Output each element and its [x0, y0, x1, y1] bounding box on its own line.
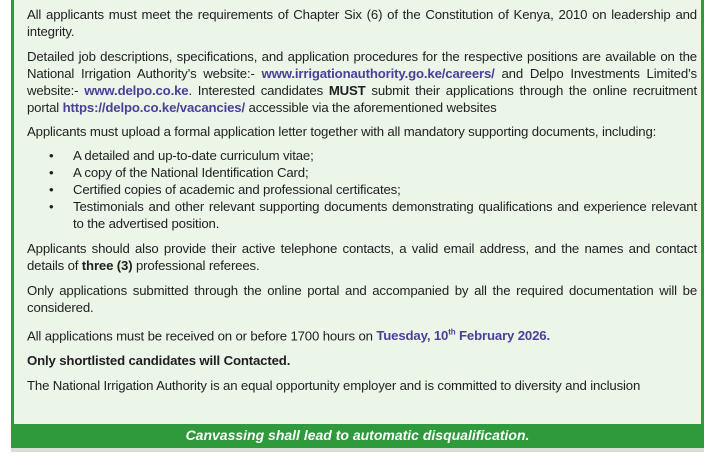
- referees-count: three (3): [81, 257, 133, 273]
- deadline-paragraph: All applications must be received on or before 1700 hours on Tuesday, 10th February 2026.: [27, 327, 550, 343]
- job-details-paragraph: [27, 49, 697, 117]
- job-details-text-3: . Interested candidates: [188, 82, 329, 98]
- list-item: • A detailed and up-to-date curriculum vitae;: [49, 148, 314, 164]
- bullet-icon: •: [49, 182, 54, 198]
- delpo-website-link[interactable]: www.delpo.co.ke: [84, 82, 189, 98]
- documents-intro-paragraph: Applicants must upload a formal application letter together with all mandatory supporting documents, including:: [27, 124, 657, 140]
- list-item: • Certified copies of academic and professional certificates;: [49, 182, 401, 198]
- canvassing-warning-banner: Canvassing shall lead to automatic disqualification.: [11, 424, 704, 448]
- banner-shadow: [11, 448, 704, 452]
- bullet-icon: •: [49, 148, 54, 164]
- online-portal-paragraph: Only applications submitted through the online portal and accompanied by all the required documentation will be considered.: [27, 282, 697, 315]
- list-item: • A copy of the National Identification Card;: [49, 165, 309, 181]
- leadership-requirement-paragraph: All applicants must meet the requirements of Chapter Six (6) of the Constitution of Kenya, 2010 on leadership and integrity.: [27, 7, 697, 39]
- deadline-date: Tuesday, 10th February 2026.: [376, 327, 550, 343]
- must-emphasis: MUST: [328, 82, 366, 98]
- vacancies-portal-link[interactable]: https://delpo.co.ke/vacancies/: [62, 99, 245, 115]
- job-details-text-5: accessible via the aforementioned websites: [245, 99, 497, 115]
- bullet-icon: •: [49, 165, 54, 181]
- job-details-text-2: and Delpo Investments Limited’s website:-: [27, 65, 697, 98]
- bullet-icon: •: [49, 199, 54, 215]
- notice-content: [27, 7, 697, 395]
- list-item: • Testimonials and other relevant supporting documents demonstrating qualifications and experience relevant to the advertised position.: [49, 199, 697, 231]
- job-details-text-4: submit their applications through the online recruitment portal: [27, 82, 697, 115]
- nia-careers-link[interactable]: www.irrigationauthority.go.ke/careers/: [261, 65, 495, 81]
- contacts-paragraph: Applicants should also provide their active telephone contacts, a valid email address, and the names and contact details of three (3) professional referees.: [27, 240, 697, 273]
- job-details-text-1: Detailed job descriptions, specifications, and application procedures for the respective positions are available on the National Irrigation Authority’s website:-: [27, 48, 697, 81]
- shortlist-notice: Only shortlisted candidates will Contacted.: [27, 352, 291, 368]
- notice-panel: [11, 0, 704, 424]
- equal-opportunity-statement: The National Irrigation Authority is an equal opportunity employer and is committed to diversity and inclusion: [27, 377, 641, 393]
- documents-list: [27, 148, 697, 233]
